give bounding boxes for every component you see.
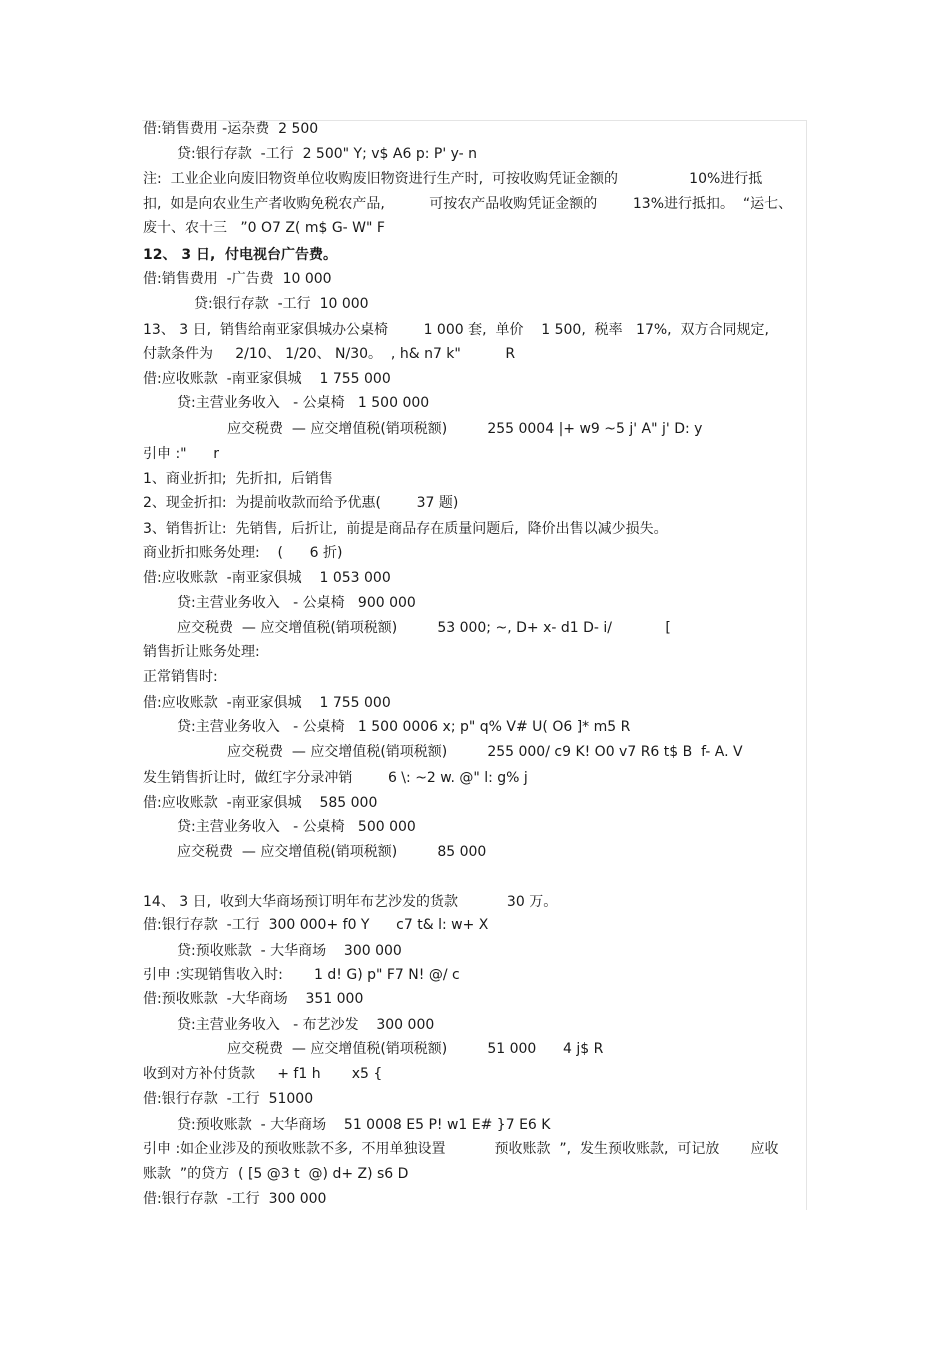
- text-line: 废十、农十三 ”0 O7 Z( m$ G- W" F: [143, 220, 385, 236]
- text-line: 借:预收账款 -大华商场 351 000: [143, 991, 364, 1007]
- text-line: 借:银行存款 -工行 300 000: [143, 1191, 327, 1207]
- text-line: 贷:主营业务收入 - 公桌椅 900 000: [177, 595, 416, 611]
- text-line: 应交税费 — 应交增值税(销项税额) 85 000: [177, 844, 487, 860]
- text-line: 贷:银行存款 -工行 2 500" Y; v$ A6 p: P' y- n: [177, 146, 478, 162]
- text-line: 借:应收账款 -南亚家俱城 585 000: [143, 795, 378, 811]
- text-line: 借:应收账款 -南亚家俱城 1 755 000: [143, 371, 391, 387]
- text-line: 账款 ”的贷方 ( [5 @3 t @) d+ Z) s6 D: [143, 1166, 409, 1182]
- text-line: 借:银行存款 -工行 51000: [143, 1091, 314, 1107]
- text-line: 借:应收账款 -南亚家俱城 1 053 000: [143, 570, 391, 586]
- text-line: 销售折让账务处理:: [143, 644, 260, 660]
- text-line: 引申 :" r: [143, 446, 220, 462]
- text-line: 引申 :实现销售收入时: 1 d! G) p" F7 N! @/ c: [143, 967, 460, 983]
- page-frame-right-border: [806, 120, 807, 1210]
- text-line: 借:应收账款 -南亚家俱城 1 755 000: [143, 695, 391, 711]
- text-line: 2、现金折扣: 为提前收款而给予优惠( 37 题): [143, 495, 459, 511]
- text-line: 应交税费 — 应交增值税(销项税额) 51 000 4 j$ R: [227, 1041, 604, 1057]
- text-line: 发生销售折让时, 做红字分录冲销 6 \: ~2 w. @" l: g% j: [143, 770, 528, 786]
- text-line: 借:销售费用 -广告费 10 000: [143, 271, 332, 287]
- text-line: 3、销售折让: 先销售, 后折让, 前提是商品存在质量问题后, 降价出售以减少损失。: [143, 521, 668, 537]
- text-line: 收到对方补付货款 + f1 h x5 {: [143, 1066, 383, 1082]
- text-line: 借:银行存款 -工行 300 000+ f0 Y c7 t& l: w+ X: [143, 917, 489, 933]
- section-heading: 12、 3 日, 付电视台广告费。: [143, 247, 338, 263]
- text-line: 付款条件为 2/10、 1/20、 N/30。 , h& n7 k" R: [143, 346, 516, 362]
- text-line: 商业折扣账务处理: ( 6 折): [143, 545, 343, 561]
- text-line: 1、商业折扣; 先折扣, 后销售: [143, 471, 333, 487]
- section-heading: 13、 3 日, 销售给南亚家俱城办公桌椅 1 000 套, 单价 1 500, 税率 17%, 双方合同规定,: [143, 322, 769, 338]
- text-line: 应交税费 — 应交增值税(销项税额) 255 0004 |+ w9 ~5 j' A" j' D: y: [227, 421, 703, 437]
- text-line: 应交税费 — 应交增值税(销项税额) 255 000/ c9 K! O0 v7 R6 t$ B f- A. V: [227, 744, 743, 760]
- text-line: 贷:预收账款 - 大华商场 300 000: [177, 943, 402, 959]
- text-line: 贷:主营业务收入 - 布艺沙发 300 000: [177, 1017, 435, 1033]
- text-line: 贷:主营业务收入 - 公桌椅 1 500 0006 x; p" q% V# U( O6 ]* m5 R: [177, 719, 631, 735]
- text-line: 贷:预收账款 - 大华商场 51 0008 E5 P! w1 E# }7 E6 K: [177, 1117, 551, 1133]
- text-line: 借:销售费用 -运杂费 2 500: [143, 121, 319, 137]
- text-line: 扣, 如是向农业生产者收购免税农产品, 可按农产品收购凭证金额的 13%进行抵扣。 “运七、: [143, 196, 793, 212]
- text-line: 引申 :如企业涉及的预收账款不多, 不用单独设置 预收账款 ”, 发生预收账款, 可记放 应收: [143, 1141, 779, 1157]
- section-heading: 14、 3 日, 收到大华商场预订明年布艺沙发的货款 30 万。: [143, 894, 558, 910]
- text-line: 注: 工业企业向废旧物资单位收购废旧物资进行生产时, 可按收购凭证金额的 10%进行抵: [143, 171, 763, 187]
- text-line: 贷:银行存款 -工行 10 000: [194, 296, 369, 312]
- text-line: 正常销售时:: [143, 669, 218, 685]
- text-line: 贷:主营业务收入 - 公桌椅 500 000: [177, 819, 416, 835]
- text-line: 应交税费 — 应交增值税(销项税额) 53 000; ~, D+ x- d1 D- i/ [: [177, 620, 671, 636]
- text-line: 贷:主营业务收入 - 公桌椅 1 500 000: [177, 395, 430, 411]
